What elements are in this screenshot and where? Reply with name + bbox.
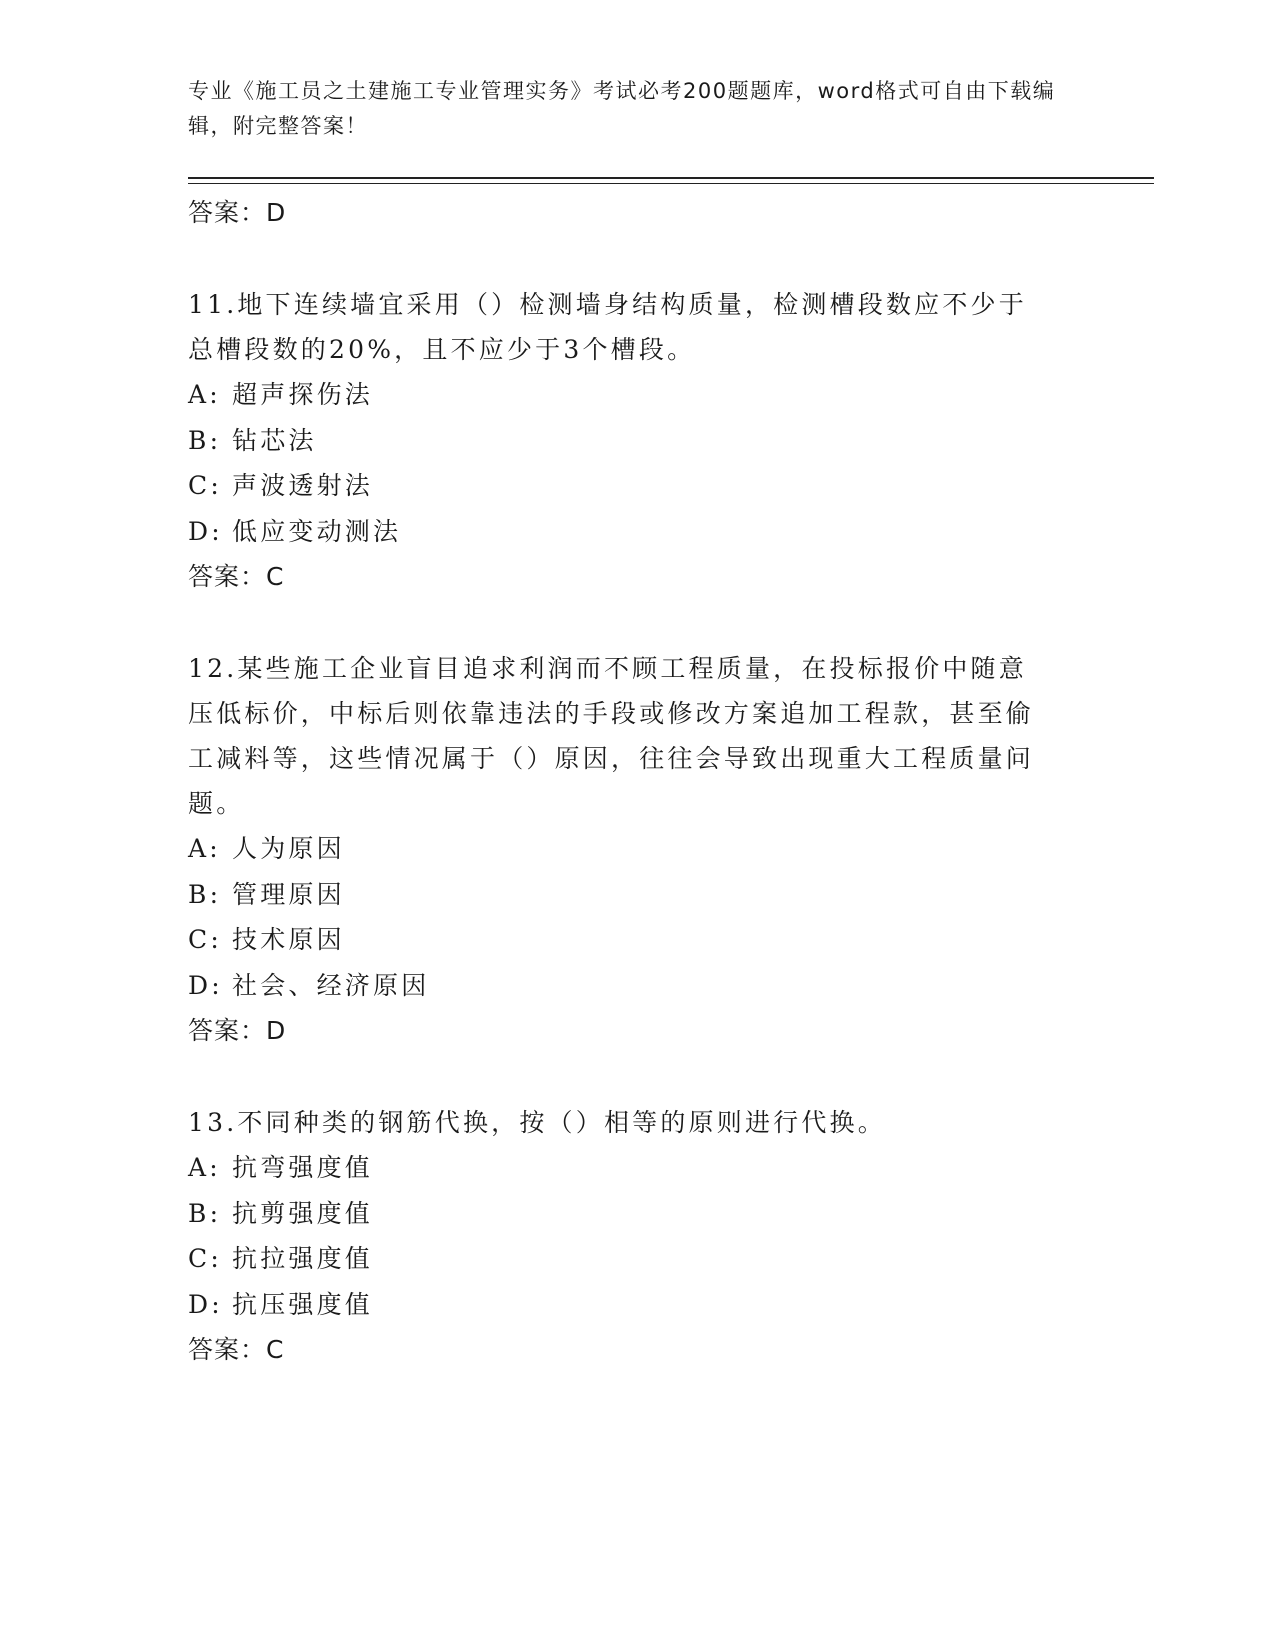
option-key: D: — [188, 970, 223, 1000]
option-key: C: — [188, 925, 222, 954]
option-a — [188, 1145, 1088, 1191]
option-text: 低应变动测法 — [232, 516, 402, 546]
question-12 — [188, 646, 1088, 1054]
option-c — [188, 1236, 1088, 1282]
answer-line: 答案：C — [188, 562, 285, 591]
option-key: A: — [188, 1153, 221, 1182]
question-13 — [188, 1100, 1088, 1373]
option-key: B: — [188, 1198, 222, 1228]
question-list — [188, 190, 1088, 1373]
option-b — [188, 1191, 1088, 1237]
option-text: 超声探伤法 — [232, 380, 374, 409]
document-header: 专业《施工员之土建施工专业管理实务》考试必考200题题库，word格式可自由下载编辑，附完整答案！ — [188, 79, 1056, 138]
header-divider-thin — [188, 183, 1154, 184]
option-c — [188, 917, 1088, 963]
option-key: C: — [188, 1244, 222, 1273]
previous-question-answer: 答案：D — [188, 198, 287, 227]
question-11 — [188, 282, 1088, 600]
option-c — [188, 463, 1088, 509]
option-text: 社会、经济原因 — [232, 970, 430, 1000]
option-text: 钻芯法 — [232, 425, 317, 455]
header-divider-thick — [188, 177, 1154, 179]
option-key: A: — [188, 380, 221, 409]
option-d — [188, 963, 1088, 1009]
answer-line: 答案：D — [188, 1016, 287, 1045]
option-text: 声波透射法 — [232, 471, 374, 500]
option-a — [188, 372, 1088, 418]
question-stem: 11.地下连续墙宜采用（）检测墙身结构质量，检测槽段数应不少于总槽段数的20%，且不应少于3个槽段。 — [188, 290, 1027, 364]
question-stem: 13.不同种类的钢筋代换，按（）相等的原则进行代换。 — [188, 1108, 886, 1137]
question-stem: 12.某些施工企业盲目追求利润而不顾工程质量，在投标报价中随意压低标价，中标后则依靠违法的手段或修改方案追加工程款，甚至偷工减料等，这些情况属于（）原因，往往会导致出现重大工程质量问题。 — [188, 654, 1035, 818]
option-text: 管理原因 — [232, 879, 345, 909]
option-key: C: — [188, 471, 222, 500]
option-a — [188, 826, 1088, 872]
option-text: 抗弯强度值 — [232, 1153, 374, 1182]
option-key: B: — [188, 425, 222, 455]
option-text: 技术原因 — [232, 925, 345, 954]
option-d — [188, 509, 1088, 555]
option-text: 人为原因 — [232, 834, 345, 863]
option-b — [188, 418, 1088, 464]
answer-line: 答案：C — [188, 1335, 285, 1364]
option-text: 抗压强度值 — [232, 1289, 374, 1319]
option-b — [188, 872, 1088, 918]
option-key: A: — [188, 834, 221, 863]
option-text: 抗拉强度值 — [232, 1244, 374, 1273]
option-d — [188, 1282, 1088, 1328]
option-text: 抗剪强度值 — [232, 1198, 374, 1228]
option-key: D: — [188, 1289, 223, 1319]
option-key: B: — [188, 879, 222, 909]
option-key: D: — [188, 516, 223, 546]
